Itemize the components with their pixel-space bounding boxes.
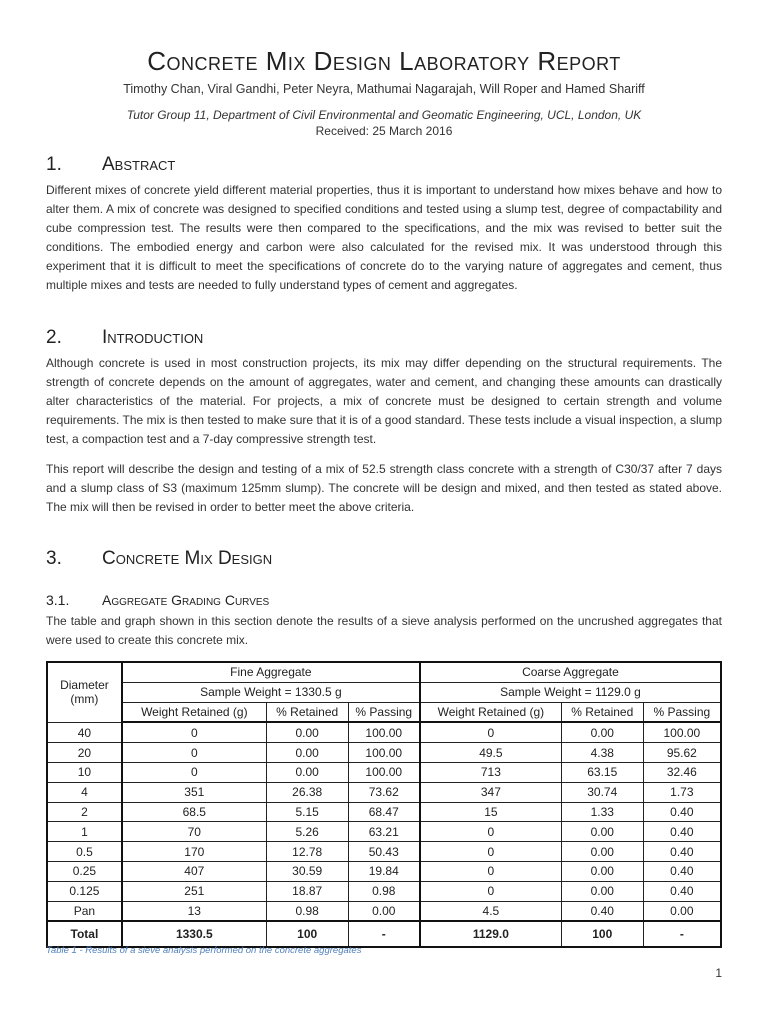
table-cell: 0.40 [643, 842, 721, 862]
diameter-header: Diameter (mm) [47, 662, 122, 722]
section-heading-introduction [46, 327, 203, 349]
table-cell: 15 [420, 802, 561, 822]
table-cell: 0.00 [561, 722, 643, 742]
table-cell: 5.26 [266, 822, 348, 842]
grading-curves-text: The table and graph shown in this section denote the results of a sieve analysis performed on the uncrushed aggregates that were used to create this concrete mix. [46, 614, 722, 647]
coarse-percent-retained-header: % Retained [561, 702, 643, 722]
section-title: Abstract [102, 154, 176, 175]
table-cell: 0.00 [266, 722, 348, 742]
table-cell: 1.73 [643, 782, 721, 802]
table-row [47, 743, 721, 763]
table-cell: 49.5 [420, 743, 561, 763]
table-cell: 20 [47, 743, 122, 763]
table-cell: 0.00 [348, 901, 420, 921]
table-cell: 347 [420, 782, 561, 802]
coarse-aggregate-header: Coarse Aggregate [420, 662, 721, 682]
subsection-heading-grading-curves [46, 592, 269, 608]
table-cell: 100.00 [643, 722, 721, 742]
table-cell: 0.125 [47, 881, 122, 901]
total-cell: - [348, 921, 420, 947]
table-cell: 68.5 [122, 802, 266, 822]
table-cell: 19.84 [348, 861, 420, 881]
table-cell: 407 [122, 861, 266, 881]
table-cell: 0.5 [47, 842, 122, 862]
table-cell: 0 [122, 722, 266, 742]
subsection-title: Aggregate Grading Curves [102, 592, 270, 608]
section-number: 3. [46, 548, 62, 569]
table-cell: 0.00 [643, 901, 721, 921]
table-cell: 0 [122, 762, 266, 782]
table-cell: 73.62 [348, 782, 420, 802]
table-row [47, 762, 721, 782]
table-row [47, 822, 721, 842]
introduction-paragraph-2: This report will describe the design and testing of a mix of 52.5 strength class concrete with a strength of C30/37 after 7 days and a slump class of S3 (maximum 125mm slump). The concrete will be design and mixed, and then tested as stated above. The mix will then be revised in order to better meet the above criteria. [46, 462, 722, 514]
fine-percent-passing-header: % Passing [348, 702, 420, 722]
total-cell: 100 [266, 921, 348, 947]
fine-percent-retained-header: % Retained [266, 702, 348, 722]
total-cell: 100 [561, 921, 643, 947]
table-cell: 0.00 [266, 762, 348, 782]
section-title: Concrete Mix Design [102, 548, 273, 569]
table-cell: 0.00 [561, 842, 643, 862]
table-cell: 170 [122, 842, 266, 862]
abstract-text: Different mixes of concrete yield different material properties, thus it is important to understand how mixes behave and how to alter them. A mix of concrete was designed to specified conditions and tested using a slump test, degree of compactability and cube compression test. The results were then compared to the specifications, and the mix was revised to better suit the conditions. The embodied energy and carbon were also calculated for the revised mix. It was understood through this experiment that it is difficult to meet the specifications of concrete do to the varying nature of aggregates and cement, thus multiple mixes and tests are needed to fully understand types of cement and aggregates. [46, 183, 722, 292]
total-cell: 1129.0 [420, 921, 561, 947]
table-cell: 12.78 [266, 842, 348, 862]
sieve-analysis-table [46, 661, 722, 948]
table-cell: 251 [122, 881, 266, 901]
table-cell: 95.62 [643, 743, 721, 763]
table-cell: 0 [420, 822, 561, 842]
table-cell: 351 [122, 782, 266, 802]
affiliation: Tutor Group 11, Department of Civil Environmental and Geomatic Engineering, UCL, London, UK [126, 108, 642, 122]
coarse-sample-weight: Sample Weight = 1129.0 g [420, 682, 721, 702]
table-cell: 40 [47, 722, 122, 742]
table-cell: 0.40 [643, 802, 721, 822]
sieve-table-body [47, 722, 721, 947]
coarse-percent-passing-header: % Passing [643, 702, 721, 722]
table-row [47, 861, 721, 881]
table-row [47, 782, 721, 802]
table-cell: 0.00 [266, 743, 348, 763]
table-row [47, 802, 721, 822]
table-cell: 70 [122, 822, 266, 842]
fine-aggregate-header: Fine Aggregate [122, 662, 420, 682]
table-cell: 1 [47, 822, 122, 842]
table-cell: 0.40 [643, 881, 721, 901]
table-cell: 0.00 [561, 881, 643, 901]
table-cell: 68.47 [348, 802, 420, 822]
section-number: 2. [46, 327, 62, 348]
table-cell: 0 [420, 861, 561, 881]
introduction-paragraph-1: Although concrete is used in most construction projects, its mix may differ depending on the structural requirements. The strength of concrete depends on the amount of aggregates, water and cement, and changing these amounts can drastically alter characteristics of the material. For projects, a mix of concrete must be designed to certain strength and volume requirements. The mix is then tested to make sure that it is of a good standard. These tests include a visual inspection, a slump test, a compaction test and a 7-day compressive strength test. [46, 356, 722, 446]
total-cell: - [643, 921, 721, 947]
table-cell: 0 [420, 842, 561, 862]
table-cell: 30.74 [561, 782, 643, 802]
table-cell: 32.46 [643, 762, 721, 782]
table-cell: 5.15 [266, 802, 348, 822]
table-cell: 0.00 [561, 822, 643, 842]
table-caption: Table 1 - Results of a sieve analysis performed on the concrete aggregates [46, 945, 362, 956]
table-cell: 63.21 [348, 822, 420, 842]
section-heading-abstract [46, 154, 175, 176]
table-cell: 30.59 [266, 861, 348, 881]
table-row [47, 722, 721, 742]
table-cell: 63.15 [561, 762, 643, 782]
table-cell: 100.00 [348, 722, 420, 742]
table-cell: 0 [420, 722, 561, 742]
section-heading-mix-design [46, 548, 272, 570]
author-list: Timothy Chan, Viral Gandhi, Peter Neyra, Mathumai Nagarajah, Will Roper and Hamed Shariff [123, 82, 645, 96]
table-cell: Pan [47, 901, 122, 921]
table-cell: 0.40 [561, 901, 643, 921]
received-date: Received: 25 March 2016 [315, 124, 453, 138]
table-row [47, 881, 721, 901]
table-row [47, 901, 721, 921]
fine-sample-weight: Sample Weight = 1330.5 g [122, 682, 420, 702]
total-cell: Total [47, 921, 122, 947]
table-total-row [47, 921, 721, 947]
table-cell: 0 [420, 881, 561, 901]
coarse-weight-retained-header: Weight Retained (g) [420, 702, 561, 722]
table-cell: 26.38 [266, 782, 348, 802]
table-cell: 50.43 [348, 842, 420, 862]
table-cell: 4.38 [561, 743, 643, 763]
page-number: 1 [715, 966, 722, 980]
table-cell: 100.00 [348, 743, 420, 763]
table-cell: 713 [420, 762, 561, 782]
table-cell: 4 [47, 782, 122, 802]
table-cell: 18.87 [266, 881, 348, 901]
table-cell: 2 [47, 802, 122, 822]
table-cell: 0.40 [643, 861, 721, 881]
section-number: 1. [46, 154, 62, 175]
table-cell: 10 [47, 762, 122, 782]
table-cell: 0.40 [643, 822, 721, 842]
table-cell: 0 [122, 743, 266, 763]
report-title: Concrete Mix Design Laboratory Report [147, 46, 621, 76]
table-cell: 100.00 [348, 762, 420, 782]
fine-weight-retained-header: Weight Retained (g) [122, 702, 266, 722]
table-cell: 0.98 [266, 901, 348, 921]
table-cell: 4.5 [420, 901, 561, 921]
total-cell: 1330.5 [122, 921, 266, 947]
subsection-number: 3.1. [46, 592, 70, 608]
section-title: Introduction [102, 327, 204, 348]
table-cell: 13 [122, 901, 266, 921]
table-cell: 0.00 [561, 861, 643, 881]
table-cell: 1.33 [561, 802, 643, 822]
table-cell: 0.25 [47, 861, 122, 881]
table-row [47, 842, 721, 862]
table-cell: 0.98 [348, 881, 420, 901]
